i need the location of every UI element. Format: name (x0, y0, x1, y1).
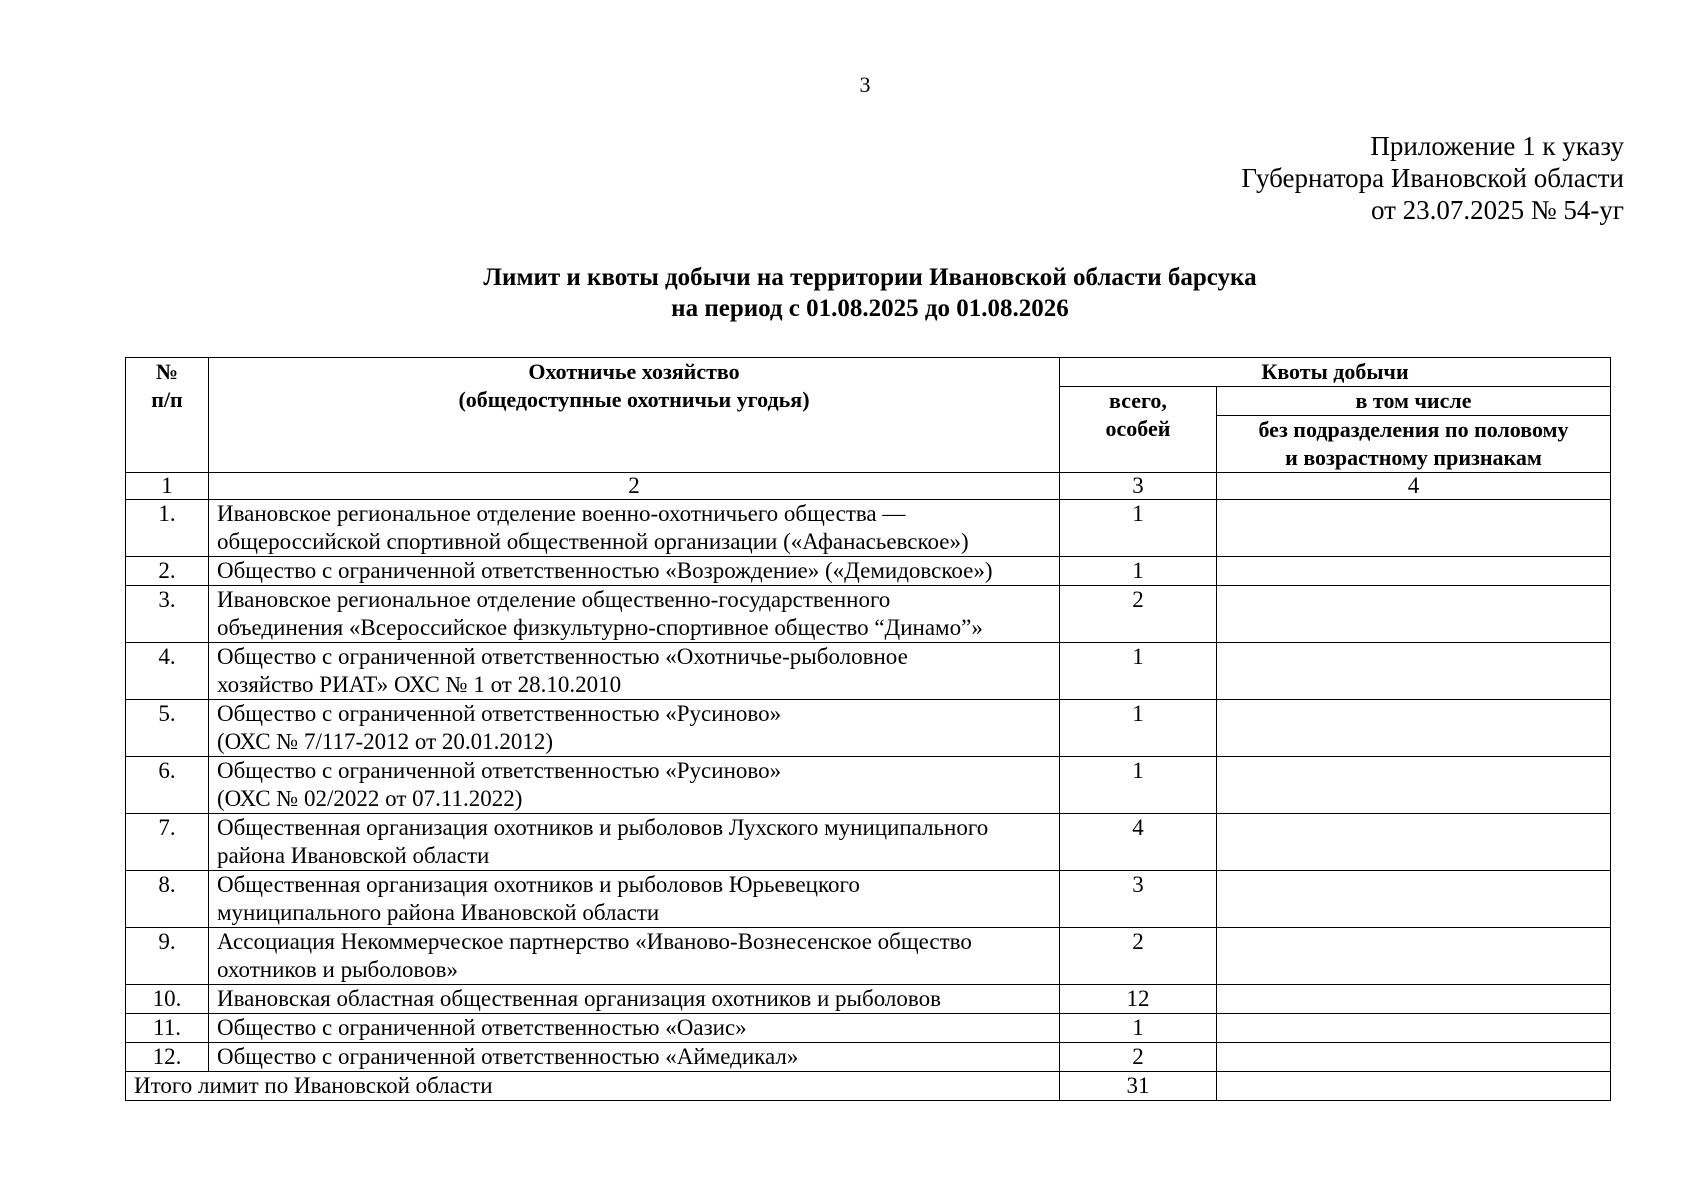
header-number-line-2: п/п (151, 387, 183, 412)
column-number: 4 (1217, 473, 1611, 500)
row-number: 2. (126, 557, 209, 586)
hunting-farm-name-line-2: хозяйство РИАТ» ОХС № 1 от 28.10.2010 (217, 672, 622, 697)
header-including: в том числе (1217, 387, 1611, 416)
quota-total: 1 (1060, 500, 1217, 557)
row-number: 9. (126, 928, 209, 985)
total-row (126, 1072, 1611, 1101)
quota-no-division (1217, 1014, 1611, 1043)
hunting-farm-name (209, 928, 1060, 985)
quota-total: 1 (1060, 643, 1217, 700)
header-number (126, 358, 209, 473)
quota-total: 1 (1060, 700, 1217, 757)
column-number-row (126, 473, 1611, 500)
quota-total: 1 (1060, 1014, 1217, 1043)
hunting-farm-name-line-1: Общество с ограниченной ответственностью «Русиново» (217, 701, 782, 726)
row-number: 11. (126, 1014, 209, 1043)
column-number: 3 (1060, 473, 1217, 500)
row-number: 4. (126, 643, 209, 700)
table-row (126, 757, 1611, 814)
table-row (126, 814, 1611, 871)
total-value: 31 (1060, 1072, 1217, 1101)
hunting-farm-name-line-2: (ОХС № 7/117-2012 от 20.01.2012) (217, 729, 554, 754)
quota-total: 1 (1060, 757, 1217, 814)
row-number: 1. (126, 500, 209, 557)
hunting-farm-name (209, 700, 1060, 757)
hunting-farm-name (209, 500, 1060, 557)
hunting-farm-name-line-1: Общество с ограниченной ответственностью «Оазис» (217, 1015, 747, 1040)
appendix-reference (1241, 130, 1624, 226)
table-row (126, 1014, 1611, 1043)
quota-total: 3 (1060, 871, 1217, 928)
table-row (126, 928, 1611, 985)
hunting-farm-name-line-2: общероссийской спортивной общественной организации («Афанасьевское») (217, 529, 969, 554)
column-number: 1 (126, 473, 209, 500)
quota-no-division (1217, 700, 1611, 757)
quota-total: 2 (1060, 1043, 1217, 1072)
quota-no-division (1217, 871, 1611, 928)
table-row (126, 557, 1611, 586)
hunting-farm-name-line-2: охотников и рыболовов» (217, 957, 458, 982)
hunting-farm-name (209, 871, 1060, 928)
table-row (126, 871, 1611, 928)
quota-no-division (1217, 757, 1611, 814)
table-row (126, 500, 1611, 557)
header-farm-line-2: (общедоступные охотничьи угодья) (458, 387, 810, 412)
hunting-farm-name (209, 757, 1060, 814)
title-line-1: Лимит и квоты добычи на территории Ивановской области барсука (483, 264, 1257, 291)
hunting-farm-name-line-1: Общество с ограниченной ответственностью «Возрождение» («Демидовское») (217, 558, 993, 583)
title-line-2: на период с 01.08.2025 до 01.08.2026 (671, 295, 1069, 322)
hunting-farm-name (209, 1043, 1060, 1072)
hunting-farm-name-line-2: (ОХС № 02/2022 от 07.11.2022) (217, 786, 523, 811)
header-farm (209, 358, 1060, 473)
appendix-line-2: Губернатора Ивановской области (1241, 163, 1624, 193)
row-number: 12. (126, 1043, 209, 1072)
hunting-farm-name-line-2: объединения «Всероссийское физкультурно-спортивное общество “Динамо”» (217, 615, 983, 640)
table-body (126, 473, 1611, 1101)
quota-table (125, 357, 1611, 1101)
page-number: 3 (859, 72, 871, 97)
header-number-line-1: № (155, 359, 179, 384)
quota-no-division (1217, 586, 1611, 643)
hunting-farm-name (209, 1014, 1060, 1043)
header-no-division-line-2: и возрастному признакам (1285, 445, 1542, 470)
hunting-farm-name-line-1: Общественная организация охотников и рыболовов Юрьевецкого (217, 872, 860, 897)
hunting-farm-name (209, 643, 1060, 700)
hunting-farm-name-line-1: Ивановское региональное отделение общественно-государственного (217, 587, 891, 612)
hunting-farm-name-line-1: Ивановское региональное отделение военно-охотничьего общества — (217, 501, 906, 526)
table-row (126, 1043, 1611, 1072)
row-number: 10. (126, 985, 209, 1014)
header-farm-line-1: Охотничье хозяйство (528, 359, 740, 384)
quota-total: 2 (1060, 928, 1217, 985)
quota-no-division (1217, 643, 1611, 700)
row-number: 6. (126, 757, 209, 814)
quota-no-division (1217, 928, 1611, 985)
quota-no-division (1217, 1043, 1611, 1072)
hunting-farm-name (209, 985, 1060, 1014)
row-number: 3. (126, 586, 209, 643)
table-row (126, 643, 1611, 700)
header-total-line-1: всего, (1109, 388, 1167, 413)
total-label: Итого лимит по Ивановской области (126, 1072, 1060, 1101)
row-number: 7. (126, 814, 209, 871)
quota-total: 1 (1060, 557, 1217, 586)
table-row (126, 985, 1611, 1014)
header-total (1060, 387, 1217, 473)
row-number: 5. (126, 700, 209, 757)
hunting-farm-name-line-1: Ассоциация Некоммерческое партнерство «Иваново-Вознесенское общество (217, 929, 972, 954)
quota-no-division (1217, 814, 1611, 871)
hunting-farm-name-line-1: Ивановская областная общественная организация охотников и рыболовов (217, 986, 941, 1011)
total-no-division (1217, 1072, 1611, 1101)
header-no-division (1217, 416, 1611, 473)
table-row (126, 586, 1611, 643)
quota-total: 4 (1060, 814, 1217, 871)
quota-total: 12 (1060, 985, 1217, 1014)
appendix-line-1: Приложение 1 к указу (1370, 131, 1624, 161)
table-row (126, 700, 1611, 757)
hunting-farm-name (209, 557, 1060, 586)
header-quotas: Квоты добычи (1060, 358, 1611, 387)
hunting-farm-name-line-2: муниципального района Ивановской области (217, 900, 660, 925)
quota-no-division (1217, 557, 1611, 586)
hunting-farm-name (209, 814, 1060, 871)
quota-no-division (1217, 500, 1611, 557)
hunting-farm-name (209, 586, 1060, 643)
row-number: 8. (126, 871, 209, 928)
hunting-farm-name-line-1: Общество с ограниченной ответственностью «Аймедикал» (217, 1044, 799, 1069)
header-total-line-2: особей (1105, 416, 1171, 441)
header-no-division-line-1: без подразделения по половому (1258, 417, 1569, 442)
hunting-farm-name-line-2: района Ивановской области (217, 843, 490, 868)
appendix-line-3: от 23.07.2025 № 54-уг (1370, 195, 1624, 225)
document-title (0, 262, 1697, 324)
hunting-farm-name-line-1: Общественная организация охотников и рыболовов Лухского муниципального (217, 815, 989, 840)
column-number: 2 (209, 473, 1060, 500)
hunting-farm-name-line-1: Общество с ограниченной ответственностью «Охотничье-рыболовное (217, 644, 908, 669)
hunting-farm-name-line-1: Общество с ограниченной ответственностью «Русиново» (217, 758, 782, 783)
quota-no-division (1217, 985, 1611, 1014)
quota-total: 2 (1060, 586, 1217, 643)
